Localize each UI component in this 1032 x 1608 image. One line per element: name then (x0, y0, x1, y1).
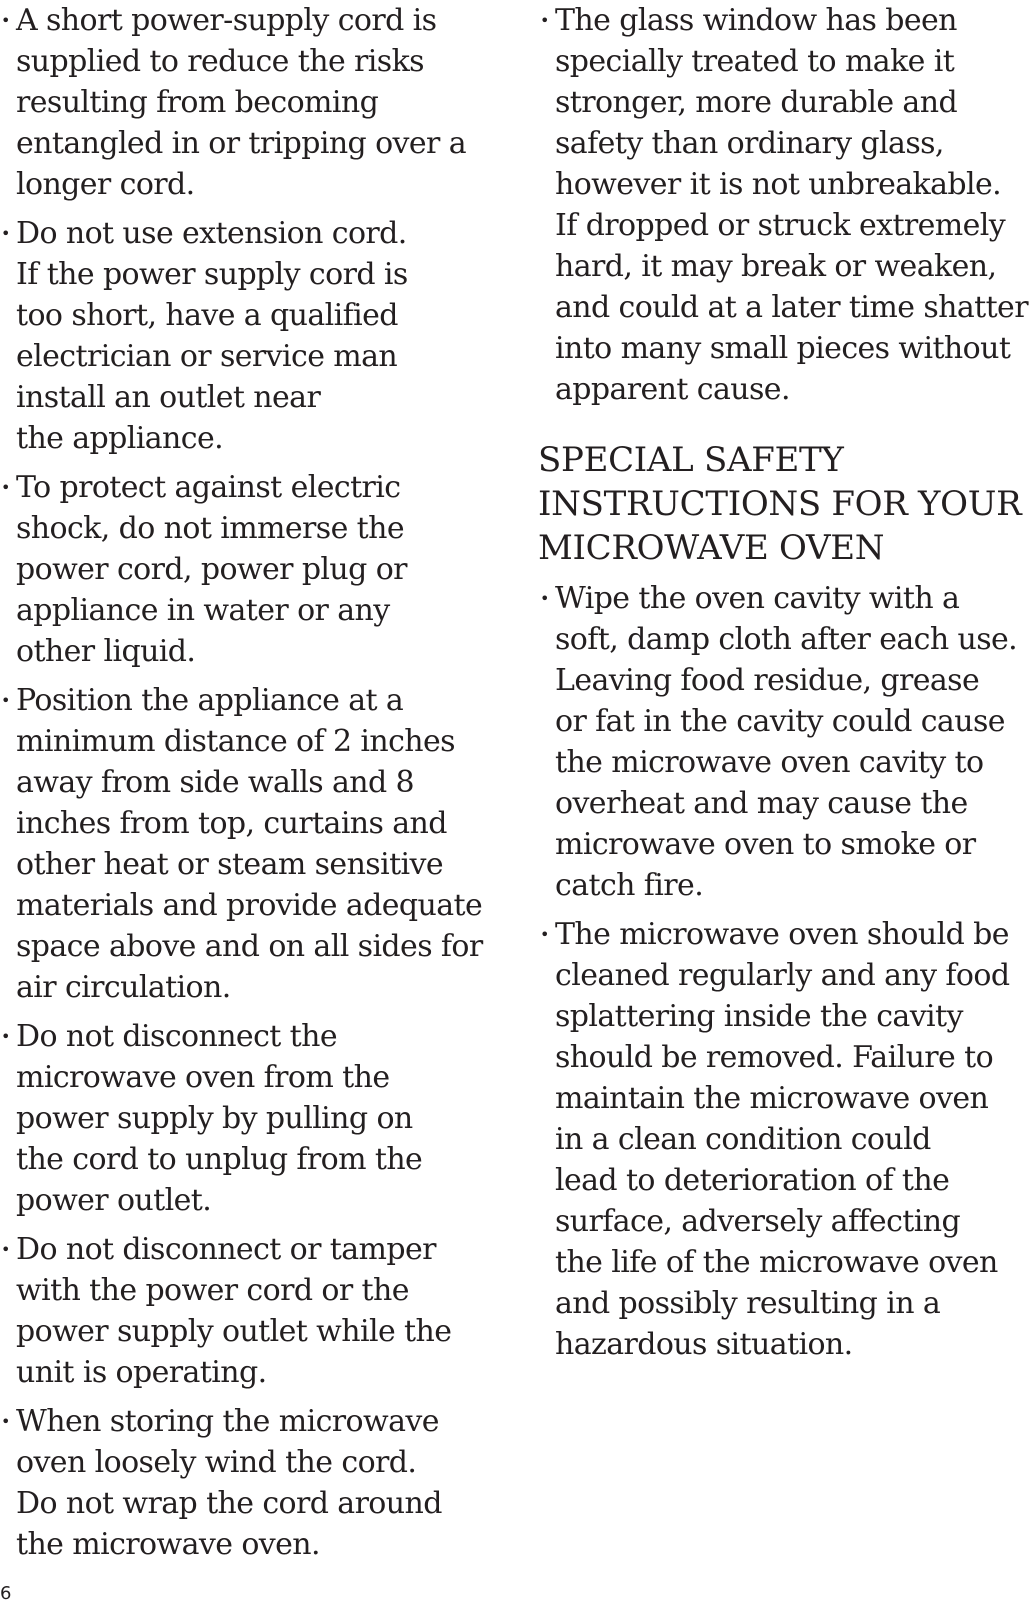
list-item: • When storing the microwave oven loosely wind the cord. Do not wrap the cord around the microwave oven. (0, 1401, 496, 1565)
list-item: • The glass window has been specially treated to make it stronger, more durable and safety than ordinary glass, however it is not unbreakable. If dropped or struck extremely hard, it may break or weaken, and could at a later time shatter into many small pieces without apparent cause. (538, 0, 1032, 410)
left-bullet-list (0, 0, 496, 1565)
list-item: • Do not disconnect the microwave oven from the power supply by pulling on the cord to unplug from the power outlet. (0, 1016, 496, 1221)
right-bullet-list (538, 578, 1032, 1365)
list-item: • Wipe the oven cavity with a soft, damp cloth after each use. Leaving food residue, grease or fat in the cavity could cause the microwave oven cavity to overheat and may cause the microwave oven to smoke or catch fire. (538, 578, 1032, 906)
page-number: 6 (0, 1583, 12, 1604)
left-column (0, 0, 496, 1573)
list-item: • Do not disconnect or tamper with the power cord or the power supply outlet while the unit is operating. (0, 1229, 496, 1393)
right-intro-bullet-list (538, 0, 1032, 410)
section-heading: SPECIAL SAFETY INSTRUCTIONS FOR YOUR MICROWAVE OVEN (538, 440, 1022, 568)
list-item: • The microwave oven should be cleaned regularly and any food splattering inside the cavity should be removed. Failure to maintain the microwave oven in a clean condition could lead to deterioration of the surface, adversely affecting the life of the microwave oven and possibly resulting in a hazardous situation. (538, 914, 1032, 1365)
list-item: • To protect against electric shock, do not immerse the power cord, power plug or appliance in water or any other liquid. (0, 467, 496, 672)
list-item: • Position the appliance at a minimum distance of 2 inches away from side walls and 8 inches from top, curtains and other heat or steam sensitive materials and provide adequate space above and on all sides for air circulation. (0, 680, 496, 1008)
right-column (538, 0, 1032, 1373)
list-item: • A short power-supply cord is supplied to reduce the risks resulting from becoming entangled in or tripping over a longer cord. (0, 0, 496, 205)
list-item: • Do not use extension cord. If the power supply cord is too short, have a qualified electrician or service man install an outlet near the appliance. (0, 213, 496, 459)
